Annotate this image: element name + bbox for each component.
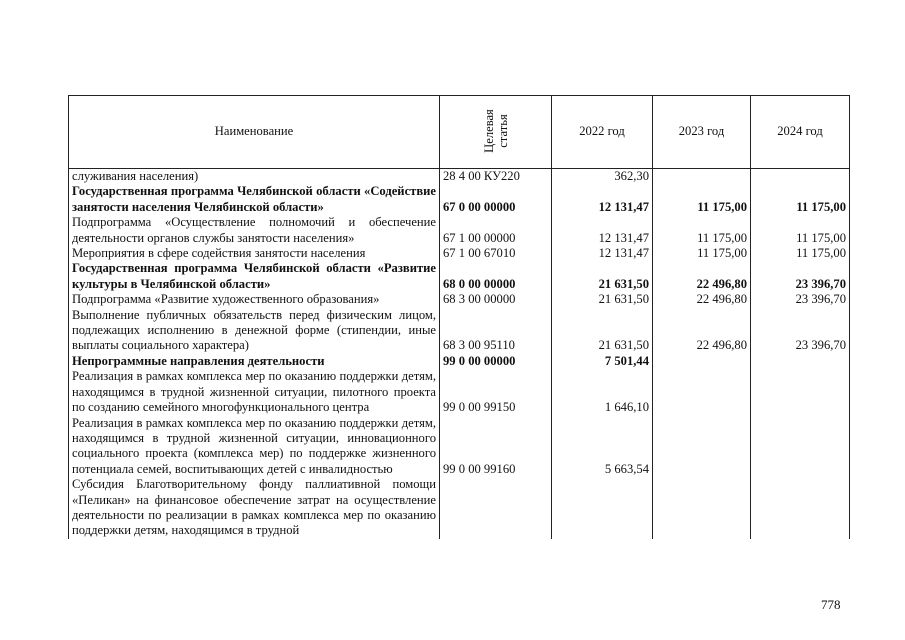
table-row: [69, 292, 850, 307]
header-code-line2: статья: [495, 114, 510, 149]
table-row: [69, 354, 850, 369]
header-year-2022: 2022 год: [552, 96, 653, 169]
row-value-2023: 22 496,80: [653, 308, 751, 354]
row-code: 99 0 00 99150: [440, 369, 552, 415]
row-name: Выполнение публичных обязательств перед физическим лицом, подлежащих исполнению в денежной форме (стипендии, иные выплаты социального характера): [69, 308, 440, 354]
row-value-2024: 23 396,70: [751, 292, 850, 307]
table-row: [69, 261, 850, 292]
table-row: [69, 215, 850, 246]
row-value-2024: 23 396,70: [751, 308, 850, 354]
row-code: [440, 477, 552, 539]
header-year-2023: 2023 год: [653, 96, 751, 169]
row-name: Подпрограмма «Осуществление полномочий и обеспечение деятельности органов службы занятости населения»: [69, 215, 440, 246]
row-value-2023: [653, 416, 751, 478]
row-value-2024: 23 396,70: [751, 261, 850, 292]
row-value-2023: 11 175,00: [653, 246, 751, 261]
row-code: 28 4 00 КУ220: [440, 169, 552, 185]
row-value-2023: 22 496,80: [653, 292, 751, 307]
row-value-2023: 11 175,00: [653, 184, 751, 215]
row-value-2022: 12 131,47: [552, 184, 653, 215]
row-value-2023: [653, 477, 751, 539]
table-row: [69, 416, 850, 478]
row-value-2023: 22 496,80: [653, 261, 751, 292]
header-name: Наименование: [69, 96, 440, 169]
table-row: [69, 169, 850, 185]
table-row: [69, 477, 850, 539]
row-name: Государственная программа Челябинской области «Содействие занятости населения Челябинской области»: [69, 184, 440, 215]
row-value-2022: 7 501,44: [552, 354, 653, 369]
row-value-2024: [751, 354, 850, 369]
row-value-2022: 21 631,50: [552, 261, 653, 292]
row-code: 67 1 00 67010: [440, 246, 552, 261]
row-value-2022: 5 663,54: [552, 416, 653, 478]
row-code: 67 1 00 00000: [440, 215, 552, 246]
table-row: [69, 184, 850, 215]
row-code: 68 3 00 95110: [440, 308, 552, 354]
row-name: Мероприятия в сфере содействия занятости населения: [69, 246, 440, 261]
row-value-2024: [751, 477, 850, 539]
row-code: 68 0 00 00000: [440, 261, 552, 292]
row-value-2024: [751, 369, 850, 415]
row-value-2023: [653, 169, 751, 185]
header-code-label: [481, 109, 509, 153]
row-value-2023: [653, 354, 751, 369]
row-value-2022: 21 631,50: [552, 292, 653, 307]
header-year-2024: 2024 год: [751, 96, 850, 169]
table-header-row: [69, 96, 850, 169]
row-value-2022: [552, 477, 653, 539]
row-code: 99 0 00 99160: [440, 416, 552, 478]
row-value-2023: 11 175,00: [653, 215, 751, 246]
table-row: [69, 246, 850, 261]
row-name: Реализация в рамках комплекса мер по оказанию поддержки детям, находящимся в трудной жизненной ситуации, пилотного проекта по созданию семейного многофункционального центра: [69, 369, 440, 415]
table-body: [69, 169, 850, 539]
row-value-2023: [653, 369, 751, 415]
row-value-2024: 11 175,00: [751, 215, 850, 246]
page-number: 778: [821, 597, 841, 612]
row-code: 99 0 00 00000: [440, 354, 552, 369]
header-code: [440, 96, 552, 169]
table-row: [69, 308, 850, 354]
row-value-2022: 21 631,50: [552, 308, 653, 354]
row-value-2024: 11 175,00: [751, 184, 850, 215]
row-name: Государственная программа Челябинской области «Развитие культуры в Челябинской области»: [69, 261, 440, 292]
row-name: Непрограммные направления деятельности: [69, 354, 440, 369]
row-code: 67 0 00 00000: [440, 184, 552, 215]
row-name: Субсидия Благотворительному фонду паллиативной помощи «Пеликан» на финансовое обеспечение затрат на осуществление деятельности по реализации в рамках комплекса мер по оказанию поддержки детям, находящимся в трудной: [69, 477, 440, 539]
row-name: служивания населения): [69, 169, 440, 185]
row-value-2022: 12 131,47: [552, 215, 653, 246]
table-row: [69, 369, 850, 415]
row-value-2024: 11 175,00: [751, 246, 850, 261]
row-value-2022: 362,30: [552, 169, 653, 185]
row-name: Реализация в рамках комплекса мер по оказанию поддержки детям, находящимся в трудной жизненной ситуации, инновационного социального проекта (комплекса мер) по поддержке жизненного потенциала семей, воспитывающих детей с инвалидностью: [69, 416, 440, 478]
row-code: 68 3 00 00000: [440, 292, 552, 307]
row-value-2022: 1 646,10: [552, 369, 653, 415]
row-name: Подпрограмма «Развитие художественного образования»: [69, 292, 440, 307]
row-value-2024: [751, 416, 850, 478]
header-code-line1: Целевая: [481, 109, 496, 154]
row-value-2024: [751, 169, 850, 185]
budget-table: [68, 95, 850, 539]
row-value-2022: 12 131,47: [552, 246, 653, 261]
